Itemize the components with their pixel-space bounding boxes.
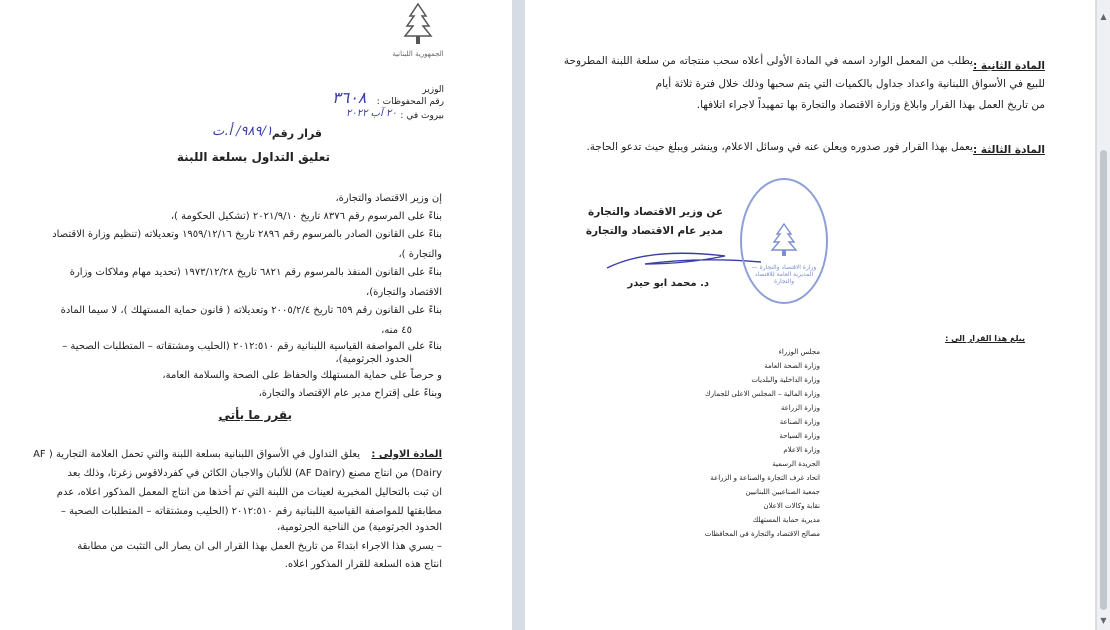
article2-title: المادة الثانية : [973,60,1045,72]
minister-label: الوزير [422,85,444,95]
official-stamp [740,178,828,304]
distribution-item: الجريدة الرسمية [772,460,820,468]
date-label: بيروت في : [400,111,444,121]
distribution-item: وزارة الصناعة [779,418,820,426]
article1-line: مطابقتها للمواصفة القياسية اللبنانية رقم ٢٠١٢:٥١٠ (الحليب ومشتقاته – المتطلبات الصحية – [60,506,442,517]
preamble-line: بناءً على المرسوم رقم ٨٣٧٦ تاريخ ٢٠٢١/٩/١٠ (تشكيل الحكومة )، [170,211,442,222]
article2-line: يطلب من المعمل الوارد اسمه في المادة الأولى أعلاه سحب منتجاته من سلعة اللبنة المطروحة [563,55,973,67]
article1-line: – يسري هذا الاجراء ابتداءً من تاريخ العمل بهذا القرار الى ان يصار الى التثبت من مطابقة [77,541,442,552]
article2-line: من تاريخ العمل بهذا القرار وابلاغ وزارة الاقتصاد والتجارة بها تمهيداً لاجراء اتلافها. [696,99,1045,111]
preamble-line: الحدود الجرثومية)، [335,354,412,365]
stamp-text: وزارة الاقتصاد والتجارة — المديرية العامة للاقتصاد والتجارة [751,264,817,285]
logo-caption: الجمهورية اللبنانية [392,50,444,58]
article1-line: ان ثبت بالتحاليل المخبرية لعينات من اللبنة التي تم أخذها من انتاج المعمل المذكور اعلاه، عدم [56,487,442,498]
article2-line: للبيع في الأسواق اللبنانية واعداد جداول بالكميات التي يتم سحبها وذلك خلال فترة ثلاثة أيام [655,78,1045,90]
scroll-up-icon[interactable]: ▲ [1100,12,1107,21]
preamble-line: بناءً على القانون المنفذ بالمرسوم رقم ٦٨٢١ تاريخ ١٩٧٣/١٢/٢٨ (تحديد مهام وملاكات وزارة [69,267,442,278]
article1-line: انتاج هذه السلعة للقرار المذكور اعلاه. [284,559,442,570]
distribution-item: مجلس الوزراء [778,348,820,356]
article1-title: المادة الاولى : [371,449,442,460]
distribution-item: وزارة الداخلية والبلديات [751,376,820,384]
distribution-item: مصالح الاقتصاد والتجارة في المحافظات [704,530,820,538]
article1-line: الحدود الجرثومية) من الناحية الجرثومية، [276,522,442,533]
distribution-item: وزارة الاعلام [783,446,820,454]
date-value: ٢٠ آب ٢٠٢٢ [346,108,397,119]
decree-number-label: قرار رقم [271,127,322,140]
distribution-item: وزارة الصحة العامة [764,362,820,370]
preamble-line: ٤٥ منه، [381,325,412,336]
preamble-line: و حرصاً على حماية المستهلك والحفاظ على الصحة والسلامة العامة، [162,370,442,381]
preamble-line: الاقتصاد والتجارة)، [365,287,442,298]
distribution-item: نقابة وكالات الاعلان [763,502,820,510]
distribution-item: وزارة المالية – المجلس الاعلى للجمارك [704,390,820,398]
article3-title: المادة الثالثة : [973,144,1045,156]
decree-title: تعليق التداول بسلعة اللبنة [176,150,330,164]
distribution-item: مديرية حماية المستهلك [752,516,820,524]
distribution-item: وزارة الزراعة [780,404,820,412]
distribution-item: وزارة السياحة [779,432,820,440]
distribution-item: اتحاد غرف التجارة والصناعة و الزراعة [710,474,820,482]
resolves-heading: يقرر ما يأتي [218,408,292,422]
stamp-cedar-icon [764,222,804,258]
preamble-line: بناءً على القانون رقم ٦٥٩ تاريخ ٢٠٠٥/٢/٤ وتعديلاته ( قانون حماية المستهلك )، لا سيما المادة [60,305,442,316]
preamble-line: بناءً على المواصفة القياسية اللبنانية رقم ٢٠١٢:٥١٠ (الحليب ومشتقاته – المتطلبات الصحية – [62,341,442,352]
preamble-line: وبناءً على إقتراح مدير عام الإقتصاد والتجارة، [258,388,442,399]
preamble-line: والتجارة )، [398,249,442,260]
archive-ref-label: رقم المحفوظات : [376,97,444,107]
article1-line: يعلق التداول في الأسواق اللبنانية بسلعة اللبنة والتي تحمل العلامة التجارية ( AF [33,449,360,460]
article3-text: يعمل بهذا القرار فور صدوره ويعلن عنه في وسائل الاعلام، وينشر ويبلغ حيث تدعو الحاجة. [586,141,973,153]
document-page-left [0,0,512,630]
distribution-title: يبلغ هذا القرار الى : [945,334,1025,343]
archive-ref-value: ٣٦٠٨ [332,88,367,107]
distribution-item: جمعية الصناعيين اللبنانيين [745,488,820,496]
signature-name: د. محمد ابو حيدر [627,278,709,289]
decree-number-value: ٩٨٩/١/ أ.ت [212,124,273,139]
article1-line: Dairy) من انتاج مصنع (AF Dairy) للألبان والاجبان الكائن في كفردلاقوس زغرتا، وذلك بعد [67,468,442,479]
document-page-right [525,0,1095,630]
signature-line1: عن وزير الاقتصاد والتجارة [588,206,723,218]
preamble-line: إن وزير الاقتصاد والتجارة، [335,193,442,204]
cedar-logo [396,2,440,46]
signature-line2: مدير عام الاقتصاد والتجارة [585,225,723,237]
scroll-down-icon[interactable]: ▼ [1100,616,1107,625]
preamble-line: بناءً على القانون الصادر بالمرسوم رقم ٢٨٩٦ تاريخ ١٩٥٩/١٢/١٦ وتعديلاته (تنظيم وزارة الاقتصاد [52,229,442,240]
vertical-scrollbar-thumb[interactable] [1100,150,1107,610]
